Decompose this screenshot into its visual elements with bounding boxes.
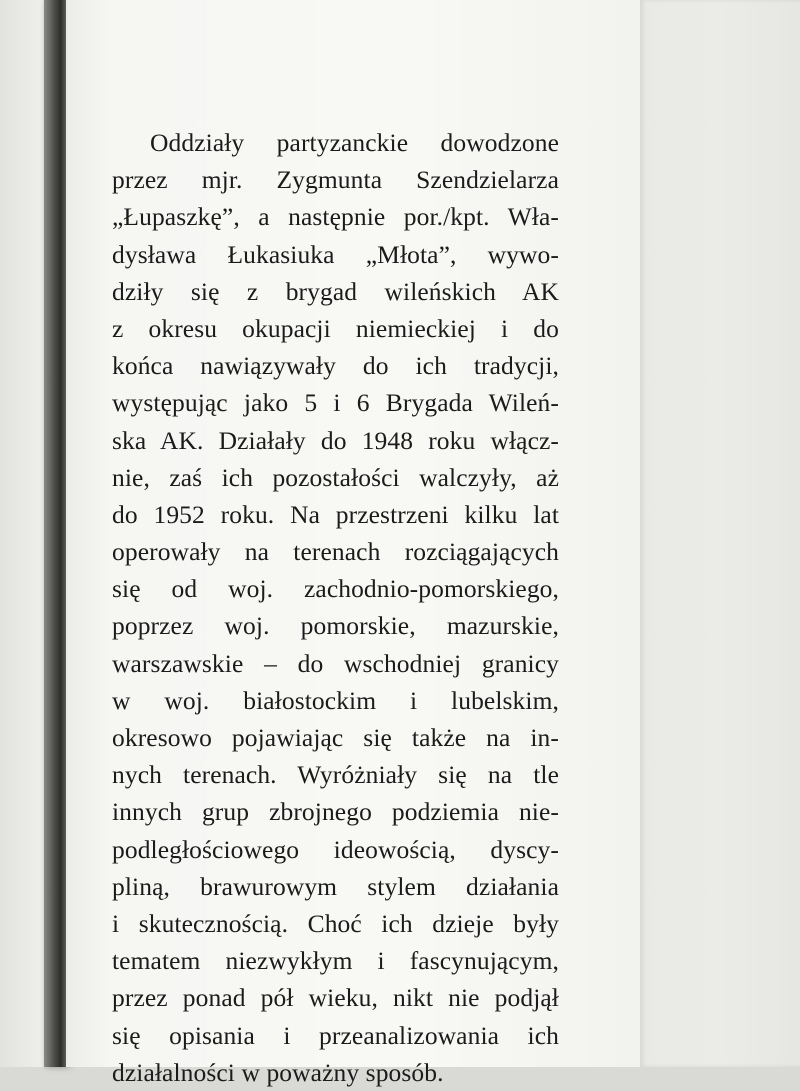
body-paragraph [112,124,559,1091]
text-line: dysława Łukasiuka „Młota”, wywo- [112,239,559,269]
book-spine-shadow [44,0,68,1067]
text-line: do 1952 roku. Na przestrzeni kilku lat [112,499,559,529]
text-line: operowały na terenach rozciągających [112,537,559,567]
text-line: w woj. białostockim i lubelskim, [112,685,559,715]
text-line: się opisania i przeanalizowania ich [112,1020,559,1050]
text-line: działalności w poważny sposób. [112,1057,444,1087]
text-line: pliną, brawurowym stylem działania [112,871,559,901]
text-line: ska AK. Działały do 1948 roku włącz- [112,425,559,455]
background-surface [640,0,800,1067]
text-line: z okresu okupacji niemieckiej i do [112,313,559,343]
text-line: przez mjr. Zygmunta Szendzielarza [112,165,559,195]
text-line: i skutecznością. Choć ich dzieje były [112,908,559,938]
text-line: innych grup zbrojnego podziemia nie- [112,797,559,827]
text-line: nie, zaś ich pozostałości walczyły, aż [112,462,559,492]
text-line: tematem niezwykłym i fascynującym, [112,946,559,976]
text-line: podległościowego ideowością, dyscy- [112,834,559,864]
text-line: Oddziały partyzanckie dowodzone [150,128,559,157]
text-line: poprzez woj. pomorskie, mazurskie, [112,611,559,641]
text-line: nych terenach. Wyróżniały się na tle [112,760,559,790]
text-line: dziły się z brygad wileńskich AK [112,276,559,306]
text-line: warszawskie – do wschodniej granicy [112,648,559,678]
text-line: końca nawiązywały do ich tradycji, [112,351,559,381]
text-line: przez ponad pół wieku, nikt nie podjął [112,983,559,1013]
text-line: okresowo pojawiając się także na in- [112,723,559,752]
text-line: się od woj. zachodnio-pomorskiego, [112,574,559,604]
text-line: „Łupaszkę”, a następnie por./kpt. Wła- [112,202,559,232]
text-line: występując jako 5 i 6 Brygada Wileń- [112,388,559,418]
